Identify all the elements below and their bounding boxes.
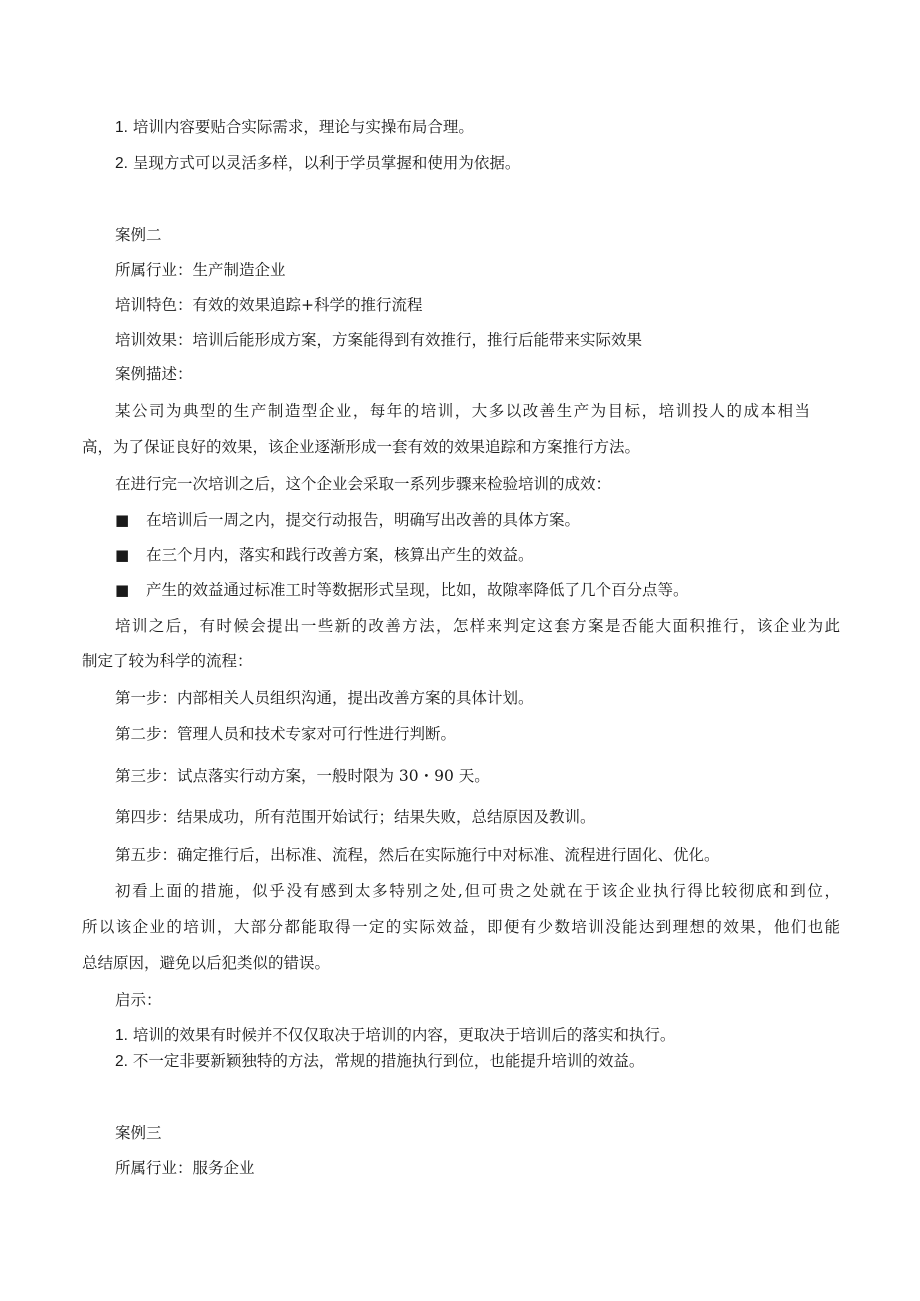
case2-step-5: 第五步：确定推行后，出标准、流程，然后在实际施行中对标准、流程进行固化、优化。 bbox=[115, 846, 720, 864]
case2-para4-line1: 初看上面的措施，似乎没有感到太多特别之处,但可贵之处就在于该企业执行得比较彻底和到位， bbox=[115, 882, 840, 900]
tip-text: 培训的效果有时候并不仅仅取决于培训的内容，更取决于培训后的落实和执行。 bbox=[132, 1026, 676, 1044]
case2-insight-label: 启示： bbox=[115, 991, 162, 1009]
tip-text: 培训内容要贴合实际需求，理论与实操布局合理。 bbox=[132, 118, 474, 136]
black-square-icon: ■ bbox=[115, 546, 130, 564]
tip-number: 1. bbox=[115, 119, 128, 136]
case2-bullet-1: 在培训后一周之内，提交行动报告，明确写出改善的具体方案。 bbox=[146, 511, 581, 529]
case1-tip-1 bbox=[115, 117, 474, 138]
case2-bullet-2: 在三个月内，落实和践行改善方案，核算出产生的效益。 bbox=[146, 546, 534, 564]
tip-number: 1. bbox=[115, 1027, 128, 1044]
case1-tip-2 bbox=[115, 153, 520, 174]
case2-step-3: 第三步：试点落实行动方案，一般时限为 30・90 天。 bbox=[115, 767, 490, 785]
case2-step-2: 第二步：管理人员和技术专家对可行性进行判断。 bbox=[115, 725, 457, 743]
case2-para4-line3: 总结原因，避免以后犯类似的错误。 bbox=[82, 954, 331, 972]
tip-text: 呈现方式可以灵活多样，以利于学员掌握和使用为依据。 bbox=[132, 154, 521, 172]
case2-step-1: 第一步：内部相关人员组织沟通，提出改善方案的具体计划。 bbox=[115, 689, 534, 707]
case2-effect: 培训效果：培训后能形成方案，方案能得到有效推行，推行后能带来实际效果 bbox=[115, 331, 643, 349]
case2-para3-line1: 培训之后，有时候会提出一些新的改善方法，怎样来判定这套方案是否能大面积推行，该企业为此 bbox=[115, 617, 840, 635]
case3-industry: 所属行业：服务企业 bbox=[115, 1159, 255, 1177]
case2-desc-label: 案例描述： bbox=[115, 365, 193, 383]
case2-para1-line2: 高，为了保证良好的效果，该企业逐渐形成一套有效的效果追踪和方案推行方法。 bbox=[82, 438, 641, 456]
case2-para1-line1: 某公司为典型的生产制造型企业，每年的培训，大多以改善生产为目标，培训投人的成本相当 bbox=[115, 402, 810, 420]
case2-title: 案例二 bbox=[115, 226, 162, 244]
case2-industry: 所属行业：生产制造企业 bbox=[115, 261, 286, 279]
case2-step-4: 第四步：结果成功，所有范围开始试行；结果失败，总结原因及教训。 bbox=[115, 808, 596, 826]
case2-feature: 培训特色：有效的效果追踪+科学的推行流程 bbox=[115, 296, 423, 314]
case2-para3-line2: 制定了较为科学的流程： bbox=[82, 652, 253, 670]
tip-text: 不一定非要新颖独特的方法，常规的措施执行到位，也能提升培训的效益。 bbox=[132, 1052, 645, 1070]
tip-number: 2. bbox=[115, 155, 128, 172]
tip-number: 2. bbox=[115, 1053, 128, 1070]
case2-para4-line2: 所以该企业的培训，大部分都能取得一定的实际效益，即便有少数培训没能达到理想的效果，他们也能 bbox=[82, 918, 840, 936]
case2-bullet-3: 产生的效益通过标准工时等数据形式呈现，比如，故隙率降低了几个百分点等。 bbox=[146, 581, 689, 599]
black-square-icon: ■ bbox=[115, 511, 130, 529]
case2-para2: 在进行完一次培训之后，这个企业会采取一系列步骤来检验培训的成效： bbox=[115, 475, 612, 493]
case2-tip-1 bbox=[115, 1025, 675, 1046]
case2-tip-2 bbox=[115, 1051, 644, 1072]
black-square-icon: ■ bbox=[115, 581, 130, 599]
case3-title: 案例三 bbox=[115, 1124, 162, 1142]
